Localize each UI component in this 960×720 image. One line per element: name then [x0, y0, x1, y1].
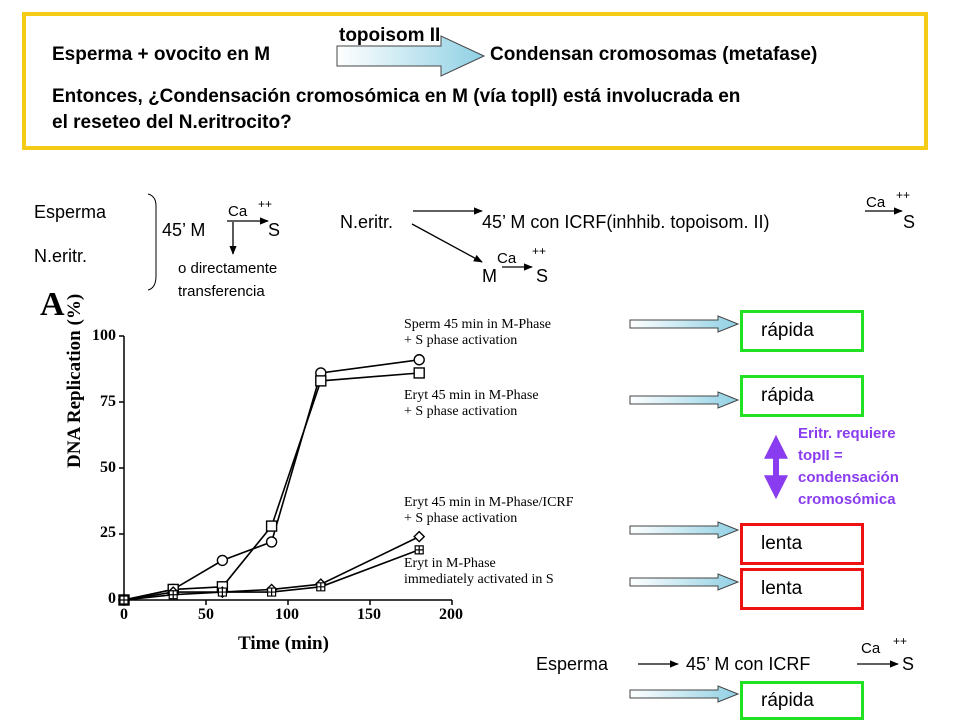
bottom-s: S [902, 654, 915, 674]
big-arrow-icon [337, 36, 484, 76]
x-tick-200: 200 [439, 606, 463, 623]
right-alt-s: S [536, 266, 549, 286]
question-line-1: Entonces, ¿Condensación cromosómica en M (vía topII) está involucrada en [52, 86, 741, 107]
note-line-4: cromosómica [798, 491, 896, 508]
bottom-label: Esperma [536, 654, 609, 674]
right-label: N.eritr. [340, 212, 394, 232]
result-slow-2: lenta [740, 568, 864, 610]
result-fast-3: rápida [740, 681, 864, 720]
label-sperm: Esperma [34, 202, 107, 222]
note [798, 423, 899, 511]
data-point-s1-3 [267, 537, 277, 547]
right-alt-ca: Ca [497, 250, 517, 267]
result-arrow-1-icon [630, 316, 738, 332]
legend-1-line-2: + S phase activation [404, 333, 518, 348]
bracket-icon [148, 194, 156, 290]
data-point-s4-1 [169, 591, 177, 599]
right-step: 45’ M con ICRF(inhhib. topoisom. II) [482, 212, 770, 232]
legend-4 [404, 556, 554, 588]
result-arrow-5-icon [630, 686, 738, 702]
question-line-2: el reseteo del N.eritrocito? [52, 112, 292, 133]
legend-3 [404, 495, 574, 527]
data-point-s4-3 [268, 588, 276, 596]
ca-sup: ++ [258, 197, 273, 211]
result-arrow-4-icon [630, 574, 738, 590]
legend-2 [404, 388, 539, 420]
x-tick-150: 150 [357, 606, 381, 623]
bottom-step: 45’ M con ICRF [686, 654, 811, 674]
data-point-s4-5 [415, 546, 423, 554]
step-45m: 45’ M [162, 220, 206, 240]
legend-4-line-2: immediately activated in S [404, 572, 554, 587]
legend-1-line-1: Sperm 45 min in M-Phase [404, 317, 551, 332]
x-tick-50: 50 [198, 606, 214, 623]
result-slow-1: lenta [740, 523, 864, 565]
result-arrow-3-icon [630, 522, 738, 538]
alt-line-1: o directamente [178, 260, 278, 277]
bottom-ca-sup: ++ [893, 634, 908, 648]
data-point-s2-3 [267, 521, 277, 531]
arrow-diag-to-m [412, 224, 482, 262]
y-tick-75: 75 [100, 393, 116, 410]
right-ca-sup: ++ [896, 188, 911, 202]
y-tick-25: 25 [100, 524, 116, 541]
label-eryt: N.eritr. [34, 246, 88, 266]
chart-plot [119, 336, 452, 605]
note-line-1: Eritr. requiere [798, 425, 896, 442]
right-alt-ca-sup: ++ [532, 244, 547, 258]
result-fast-1: rápida [740, 310, 864, 352]
chart-axes [124, 336, 452, 600]
note-line-3: condensación [798, 469, 899, 486]
x-tick-0: 0 [120, 606, 128, 623]
right-alt-m: M [482, 266, 497, 286]
y-tick-0: 0 [108, 590, 116, 607]
data-point-s3-5 [414, 532, 424, 542]
alt-line-2: transferencia [178, 283, 265, 300]
note-line-2: topII = [798, 447, 843, 464]
data-point-s2-4 [316, 376, 326, 386]
legend-3-line-1: Eryt 45 min in M-Phase/ICRF [404, 495, 574, 510]
legend-4-line-1: Eryt in M-Phase [404, 556, 496, 571]
bottom-ca: Ca [861, 640, 881, 657]
reaction-right: Condensan cromosomas (metafase) [490, 44, 818, 65]
result-fast-2: rápida [740, 375, 864, 417]
y-axis-label: DNA Replication (%) [64, 293, 85, 468]
data-point-s2-5 [414, 368, 424, 378]
legend-1 [404, 317, 551, 349]
enzyme-label: topoisom II [339, 25, 441, 46]
data-point-s1-5 [414, 355, 424, 365]
ca-label: Ca [228, 203, 248, 220]
x-axis-label: Time (min) [238, 633, 329, 654]
data-point-s4-0 [120, 596, 128, 604]
x-tick-100: 100 [275, 606, 299, 623]
right-s: S [903, 212, 916, 232]
series-line-1 [124, 360, 419, 600]
panel-letter: A [40, 286, 65, 323]
legend-2-line-2: + S phase activation [404, 404, 518, 419]
result-arrow-2-icon [630, 392, 738, 408]
y-tick-100: 100 [92, 327, 116, 344]
s-label: S [268, 220, 281, 240]
data-point-s4-4 [317, 583, 325, 591]
result-arrows [630, 316, 738, 702]
reaction-left: Esperma + ovocito en M [52, 44, 271, 65]
data-point-s4-2 [218, 588, 226, 596]
legend-3-line-2: + S phase activation [404, 511, 518, 526]
data-point-s1-2 [217, 555, 227, 565]
legend-2-line-1: Eryt 45 min in M-Phase [404, 388, 539, 403]
right-ca: Ca [866, 194, 886, 211]
y-tick-50: 50 [100, 459, 116, 476]
